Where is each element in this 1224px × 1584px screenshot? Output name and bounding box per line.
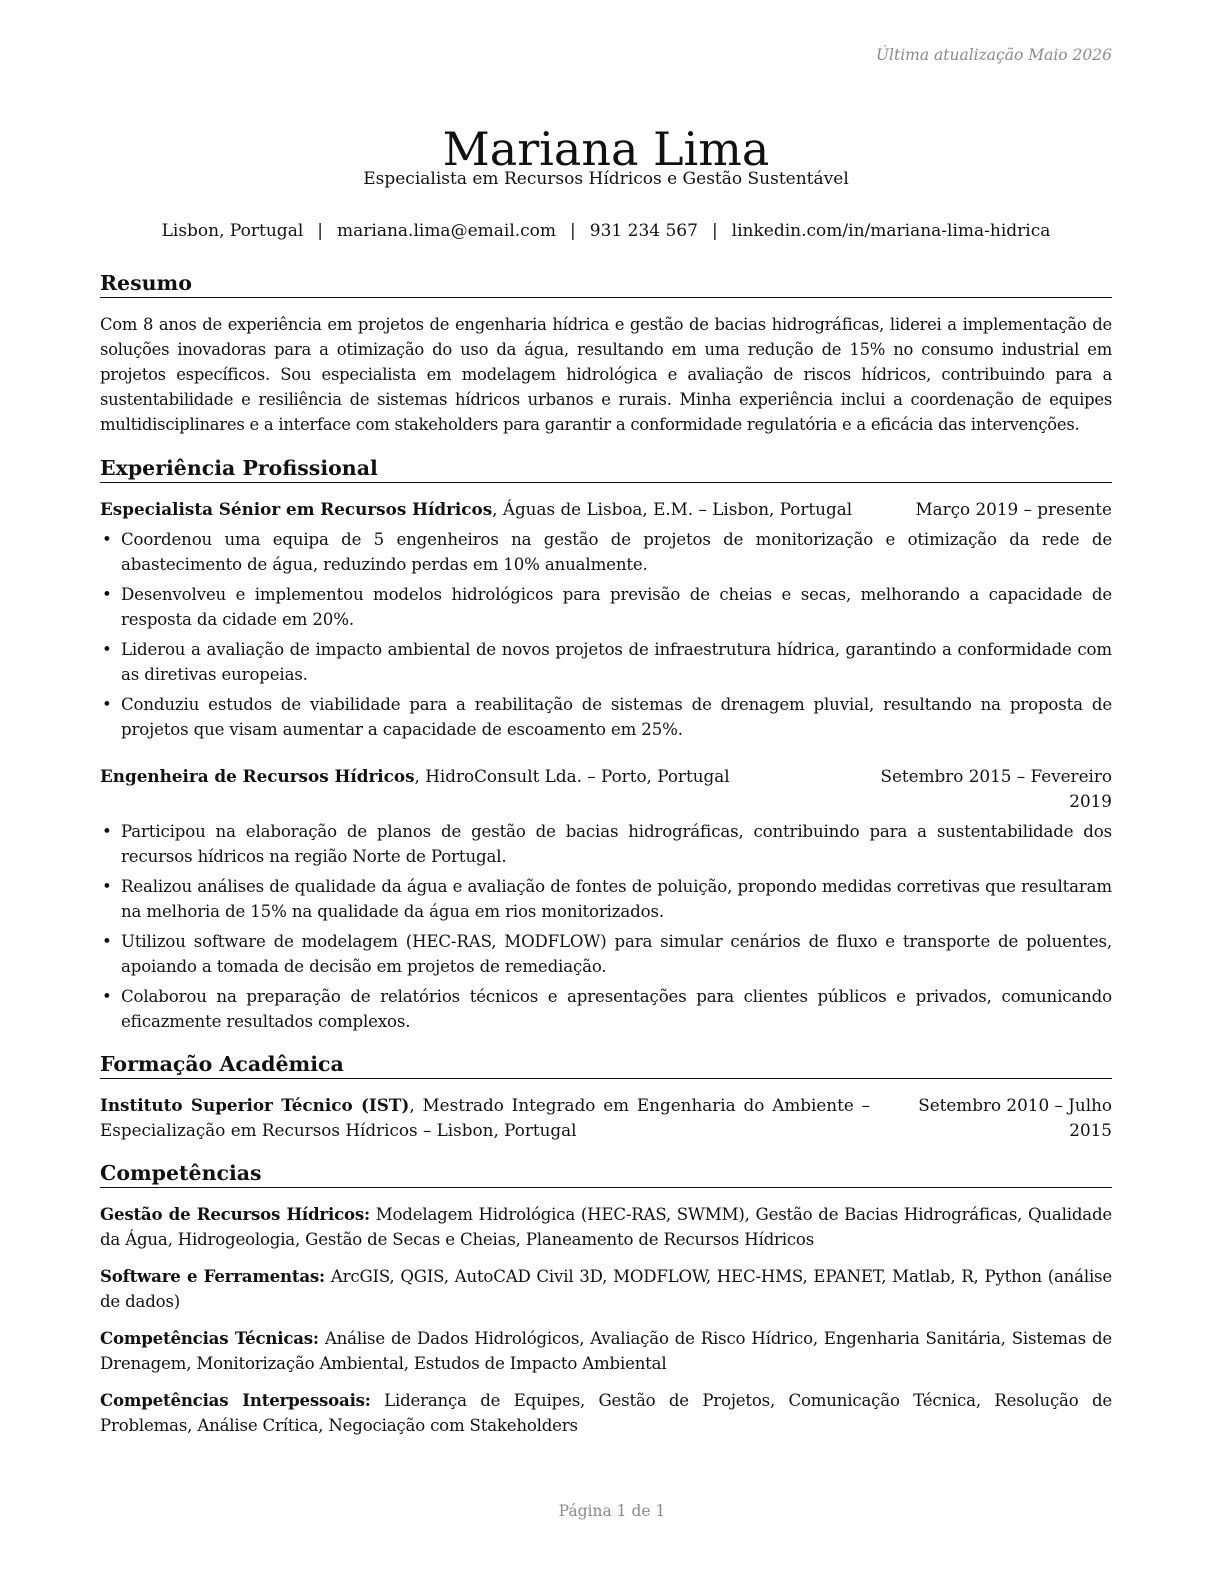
bullet-text: Realizou análises de qualidade da água e avaliação de fontes de poluição, propondo medidas corretivas que resultaram na melhoria de 15% na qualidade da água em rios monitorizados. bbox=[121, 877, 1112, 921]
job-title-line bbox=[100, 497, 852, 522]
bullet-icon: • bbox=[102, 640, 112, 659]
bullet-icon: • bbox=[102, 695, 112, 714]
bullet-text: Coordenou uma equipa de 5 engenheiros na gestão de projetos de monitorização e otimização da rede de abastecimento de água, reduzindo perdas em 10% anualmente. bbox=[121, 530, 1112, 574]
bullet-text: Conduziu estudos de viabilidade para a reabilitação de sistemas de drenagem pluvial, resultando na proposta de projetos que visam aumentar a capacidade de escoamento em 25%. bbox=[121, 695, 1112, 739]
job-header bbox=[100, 497, 1112, 522]
skill-text: Modelagem Hidrológica (HEC-RAS, SWMM), Gestão de Bacias Hidrográficas, Qualidade da Água, Hidrogeologia, Gestão de Secas e Cheias, Planeamento de Recursos Hídricos bbox=[100, 1205, 1112, 1249]
list-item bbox=[100, 874, 1112, 924]
contact-separator: | bbox=[317, 221, 323, 241]
contact-linkedin[interactable]: linkedin.com/in/mariana-lima-hidrica bbox=[731, 221, 1051, 241]
contact-email[interactable]: mariana.lima@email.com bbox=[337, 221, 557, 241]
education-program: , Mestrado Integrado em Engenharia do Ambiente – Especialização em Recursos Hídricos – Lisbon, Portugal bbox=[100, 1095, 870, 1140]
section-title-experience: Experiência Profissional bbox=[100, 455, 1112, 483]
bullet-text: Liderou a avaliação de impacto ambiental de novos projetos de infraestrutura hídrica, garantindo a conformidade com as diretivas europeias. bbox=[121, 640, 1112, 684]
list-item bbox=[100, 527, 1112, 577]
contact-location: Lisbon, Portugal bbox=[161, 221, 304, 241]
list-item bbox=[100, 929, 1112, 979]
bullet-icon: • bbox=[102, 585, 112, 604]
experience-section bbox=[100, 455, 1112, 1039]
job-entry bbox=[100, 497, 1112, 742]
job-dates: Março 2019 – presente bbox=[915, 499, 1112, 519]
education-institution-line bbox=[100, 1093, 870, 1143]
candidate-name: Mariana Lima bbox=[442, 121, 770, 176]
skill-group bbox=[100, 1202, 1112, 1252]
section-title-education: Formação Acadêmica bbox=[100, 1051, 1112, 1079]
education-school: Instituto Superior Técnico (IST) bbox=[100, 1095, 410, 1115]
skill-label: Competências Interpessoais: bbox=[100, 1390, 371, 1410]
last-updated: Última atualização Maio 2026 bbox=[875, 46, 1112, 64]
skill-text: ArcGIS, QGIS, AutoCAD Civil 3D, MODFLOW, HEC-HMS, EPANET, Matlab, R, Python (análise de dados) bbox=[100, 1267, 1112, 1311]
job-header bbox=[100, 764, 1112, 814]
summary-text: Com 8 anos de experiência em projetos de engenharia hídrica e gestão de bacias hidrográficas, liderei a implementação de soluções inovadoras para a otimização do uso da água, resultando em uma redução de 15% no consumo industrial em projetos específicos. Sou especialista em modelagem hidrológica e avaliação de riscos hídricos, contribuindo para a sustentabilidade e resiliência de sistemas hídricos urbanos e rurais. Minha experiência inclui a coordenação de equipes multidisciplinares e a interface com stakeholders para garantir a conformidade regulatória e a eficácia das intervenções. bbox=[100, 315, 1112, 434]
job-dates: Setembro 2015 – Fevereiro 2019 bbox=[880, 766, 1112, 811]
skill-label: Competências Técnicas: bbox=[100, 1328, 319, 1348]
section-title-skills: Competências bbox=[100, 1160, 1112, 1188]
contact-separator: | bbox=[711, 221, 718, 241]
bullet-icon: • bbox=[102, 932, 112, 951]
skill-text: Liderança de Equipes, Gestão de Projetos, Comunicação Técnica, Resolução de Problemas, Análise Crítica, Negociação com Stakeholders bbox=[100, 1391, 1112, 1435]
skill-text: Análise de Dados Hidrológicos, Avaliação de Risco Hídrico, Engenharia Sanitária, Sistemas de Drenagem, Monitorização Ambiental, Estudos de Impacto Ambiental bbox=[100, 1329, 1112, 1373]
page-number: Página 1 de 1 bbox=[558, 1502, 666, 1520]
bullet-text: Participou na elaboração de planos de gestão de bacias hidrográficas, contribuindo para a sustentabilidade dos recursos hídricos na região Norte de Portugal. bbox=[121, 822, 1112, 866]
bullet-icon: • bbox=[102, 877, 112, 896]
job-org: , Águas de Lisboa, E.M. – Lisbon, Portugal bbox=[492, 499, 853, 519]
contact-phone[interactable]: 931 234 567 bbox=[589, 221, 698, 241]
contact-separator: | bbox=[570, 221, 576, 241]
skill-group bbox=[100, 1326, 1112, 1376]
summary-section bbox=[100, 270, 1112, 437]
skills-section bbox=[100, 1160, 1112, 1438]
list-item bbox=[100, 819, 1112, 869]
job-entry bbox=[100, 764, 1112, 1034]
bullet-text: Utilizou software de modelagem (HEC-RAS, MODFLOW) para simular cenários de fluxo e transporte de poluentes, apoiando a tomada de decisão em projetos de remediação. bbox=[121, 932, 1112, 976]
job-org: , HidroConsult Lda. – Porto, Portugal bbox=[414, 766, 730, 786]
skill-label: Software e Ferramentas: bbox=[100, 1266, 325, 1286]
skill-label: Gestão de Recursos Hídricos: bbox=[100, 1204, 370, 1224]
job-title-line bbox=[100, 764, 730, 789]
professional-tagline: Especialista em Recursos Hídricos e Gestão Sustentável bbox=[363, 169, 849, 189]
section-title-summary: Resumo bbox=[100, 270, 1112, 298]
skill-group bbox=[100, 1264, 1112, 1314]
education-entry bbox=[100, 1093, 1112, 1143]
list-item bbox=[100, 582, 1112, 632]
list-item bbox=[100, 692, 1112, 742]
bullet-text: Colaborou na preparação de relatórios técnicos e apresentações para clientes públicos e privados, comunicando eficazmente resultados complexos. bbox=[121, 987, 1112, 1031]
contact-line bbox=[100, 220, 1112, 242]
job-role: Especialista Sénior em Recursos Hídricos bbox=[100, 499, 493, 519]
job-bullets bbox=[100, 819, 1112, 1034]
bullet-text: Desenvolveu e implementou modelos hidrológicos para previsão de cheias e secas, melhorando a capacidade de resposta da cidade em 20%. bbox=[121, 585, 1112, 629]
bullet-icon: • bbox=[102, 530, 112, 549]
bullet-icon: • bbox=[102, 822, 112, 841]
education-dates: Setembro 2010 – Julho 2015 bbox=[918, 1095, 1112, 1140]
job-role: Engenheira de Recursos Hídricos bbox=[100, 766, 415, 786]
education-section bbox=[100, 1051, 1112, 1143]
job-bullets bbox=[100, 527, 1112, 742]
skill-group bbox=[100, 1388, 1112, 1438]
list-item bbox=[100, 637, 1112, 687]
list-item bbox=[100, 984, 1112, 1034]
bullet-icon: • bbox=[102, 987, 112, 1006]
